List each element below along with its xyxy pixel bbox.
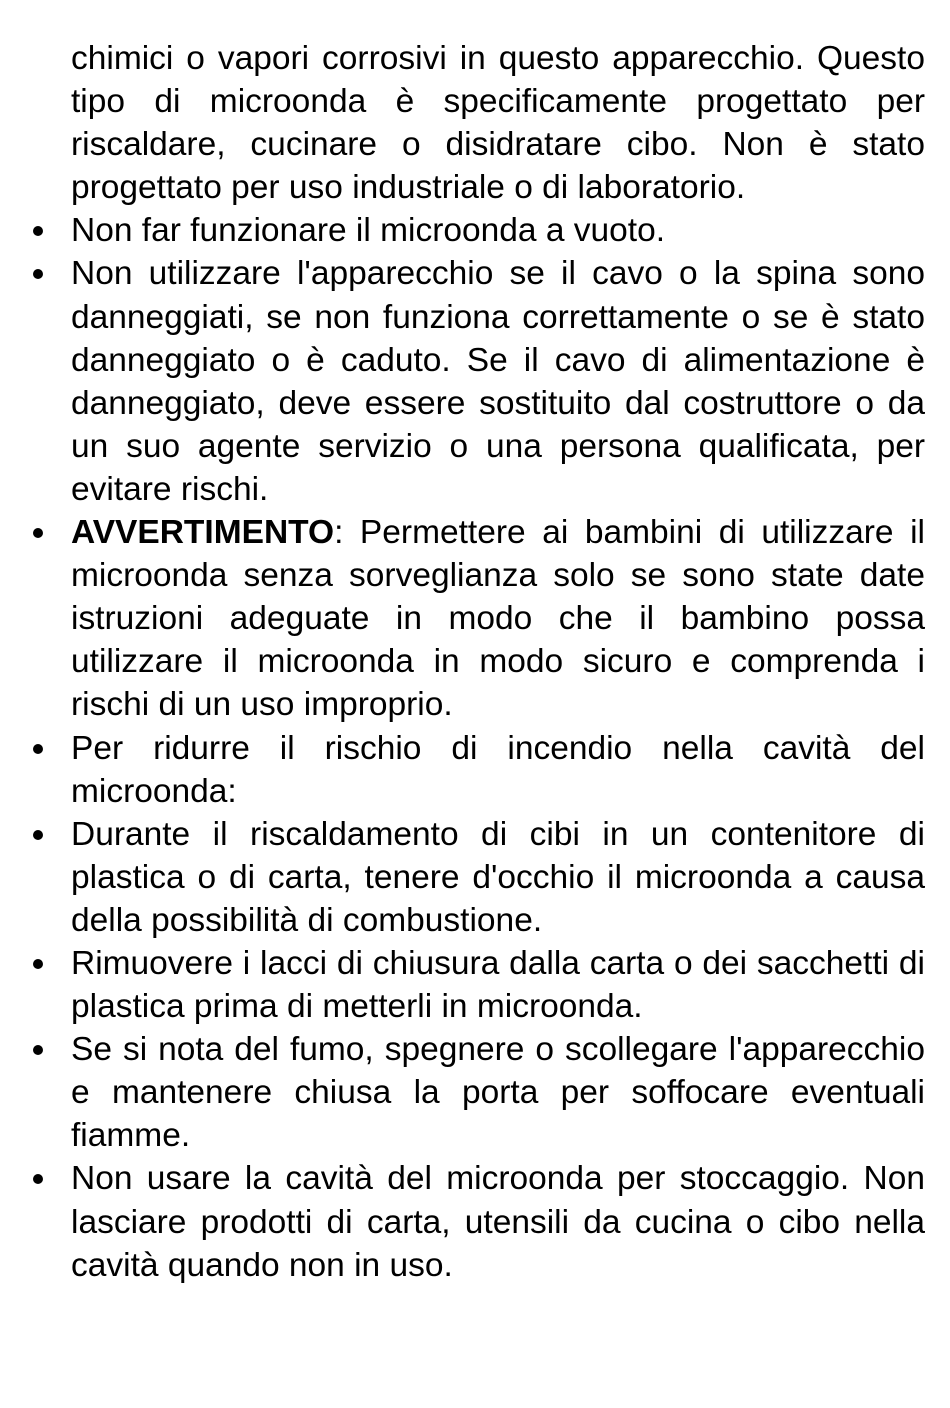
list-item-text: Se si nota del fumo, spegnere o scollegare l'apparecchio e mantenere chiusa la porta per soffocare eventuali fiamme. [71,1031,925,1155]
list-item-3 [25,511,925,726]
safety-list [25,209,925,1286]
intro-paragraph: chimici o vapori corrosivi in questo apparecchio. Questo tipo di microonda è specificamente progettato per riscaldare, cucinare o disidratare cibo. Non è stato progettato per uso industriale o di laboratorio. [71,40,925,207]
list-item-text: Durante il riscaldamento di cibi in un contenitore di plastica o di carta, tenere d'occhio il microonda a causa della possibilità di combustione. [71,815,925,939]
bullet-icon [25,813,71,856]
bullet-icon [25,1157,71,1200]
list-item-1 [25,209,925,252]
warning-label: AVVERTIMENTO [71,514,335,552]
list-item-text: Non far funzionare il microonda a vuoto. [71,212,666,250]
list-item-8 [25,1157,925,1286]
bullet-icon [25,727,71,770]
list-item-6 [25,942,925,1028]
list-item-4 [25,727,925,813]
list-item-text: Non usare la cavità del microonda per stoccaggio. Non lasciare prodotti di carta, utensili da cucina o cibo nella cavità quando non in uso. [71,1160,925,1284]
bullet-icon [25,1028,71,1071]
bullet-icon [25,942,71,985]
list-item-text: Non utilizzare l'apparecchio se il cavo o la spina sono danneggiati, se non funziona correttamente o se è stato danneggiato o è caduto. Se il cavo di alimentazione è danneggiato, deve essere sostituito dal costruttore o da un suo agente servizio o una persona qualificata, per evitare rischi. [71,255,925,508]
list-item-7 [25,1028,925,1157]
list-item-2 [25,252,925,511]
list-item-text: Per ridurre il rischio di incendio nella cavità del microonda: [71,729,925,810]
bullet-icon [25,252,71,295]
bullet-icon [25,209,71,252]
bullet-icon [25,511,71,554]
list-item-5 [25,813,925,942]
list-item-text: : Permettere ai bambini di utilizzare il microonda senza sorveglianza solo se sono state date istruzioni adeguate in modo che il bambino possa utilizzare il microonda in modo sicuro e comprenda i rischi di un uso improprio. [71,514,925,724]
list-item-text: Rimuovere i lacci di chiusura dalla carta o dei sacchetti di plastica prima di metterli in microonda. [71,944,925,1026]
